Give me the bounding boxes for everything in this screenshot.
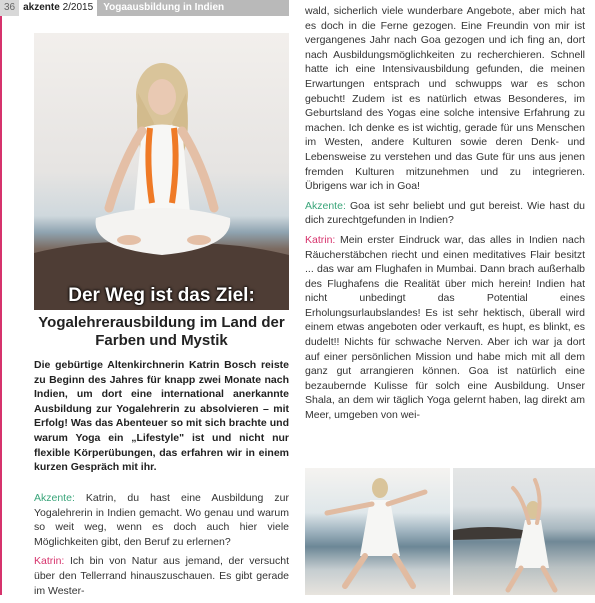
- accent-bar: [0, 0, 2, 595]
- speaker-label: Akzente:: [34, 492, 75, 504]
- paragraph: Akzente: Katrin, du hast eine Ausbildung zur Yogalehrerin in Indien gemacht. Wo genau und warum so weit weg, wenn es doch auch hier viele Möglichkeiten gibt, den Beruf zu erlernen?: [34, 492, 289, 548]
- photo-strip: [305, 468, 595, 595]
- photo-woman-meditating: [34, 33, 289, 310]
- article-title: Der Weg ist das Ziel:: [68, 285, 255, 306]
- paragraph: Katrin: Mein erster Eindruck war, das alles in Indien nach Räucherstäbchen riecht und einen meditatives Flair besitzt ... das war am Flughafen in Mumbai. Dann brach außerhalb des Flughafens die Realität über mich herein! Indien hat nicht unbedingt das Potential eines Erholungsurlaubslandes! Es ist sehr hektisch, überall wird einem etwas angeboten oder verkauft, es hupt, es blinkt, es dudelt!! Nichts für schwache Nerven. Aber ich war ja dort auf einer persönlichen Mission und habe mich mit all dem ganz gut arrangieren können. Goa ist natürlich eine bezaubernde Kulisse für solch eine Ausbildung. Unser Shala, an dem wir täglich Yoga gelernt haben, lag direkt am Meer, umgeben von wei-: [305, 233, 585, 422]
- speaker-label: Akzente:: [305, 199, 346, 212]
- photo-yoga-pose-beach-1: [305, 468, 450, 595]
- speaker-label: Katrin:: [34, 555, 65, 568]
- speaker-label: Katrin:: [305, 233, 336, 246]
- section-title: Yogaausbildung in Indien: [97, 0, 289, 16]
- paragraph: wald, sicherlich viele wunderbare Angebote, aber mich hat es doch in die Ferne gezogen. Eine Freundin von mir ist vergangenes Jahr nach Goa gezogen und ich fing an, dort nach Ausbildungsmöglichkeiten zu recherchieren. Schnell hatte ich eine Intensivausbildung gefunden, die meinen Erwartungen entsprach und schwupps war es schon gebucht! Zudem ist es natürlich etwas Besonderes, im Geburtsland des Yogas eine solche intensive Erfahrung zu machen. Ich denke es ist wichtig, gerade für uns Menschen im Westen, andere Kulturen sowie deren Denk- und Lebensweise zu verstehen und das Gute für uns aus jenen fremden Kulturen mitzunehmen und zu integrieren. Übrigens war ich in Goa!: [305, 5, 585, 193]
- paragraph: Katrin: Ich bin von Natur aus jemand, der versucht über den Tellerrand hinauszuschauen. Es gibt gerade im Wester-: [34, 555, 289, 597]
- right-column-text: [305, 4, 585, 428]
- left-column-text: [34, 491, 289, 603]
- issue-number: 2/2015: [62, 2, 94, 13]
- article-lead: Die gebürtige Altenkirchnerin Katrin Bosch reiste zu Beginn des Jahres für knapp zwei Monate nach Indien, um dort eine international anerkannte Ausbildung zur Yogalehrerin zu absolvieren – mit Erfolg! Was das Abenteuer so mit sich brachte und warum Yoga ein „Lifestyle" ist und nicht nur flexible Körperübungen, das erfahren wir in einem kurzen Gespräch mit ihr.: [34, 359, 289, 474]
- article-subtitle: Yogalehrerausbildung im Land der Farben und Mystik: [38, 314, 285, 349]
- page-header: [0, 0, 289, 16]
- page-number: 36: [0, 0, 19, 16]
- photo-yoga-pose-beach-2: [453, 468, 595, 595]
- magazine-name: akzente 2/2015: [23, 2, 94, 13]
- paragraph: Akzente: Goa ist sehr beliebt und gut bereist. Wie hast du dich zurechtgefunden in Indien?: [305, 199, 585, 227]
